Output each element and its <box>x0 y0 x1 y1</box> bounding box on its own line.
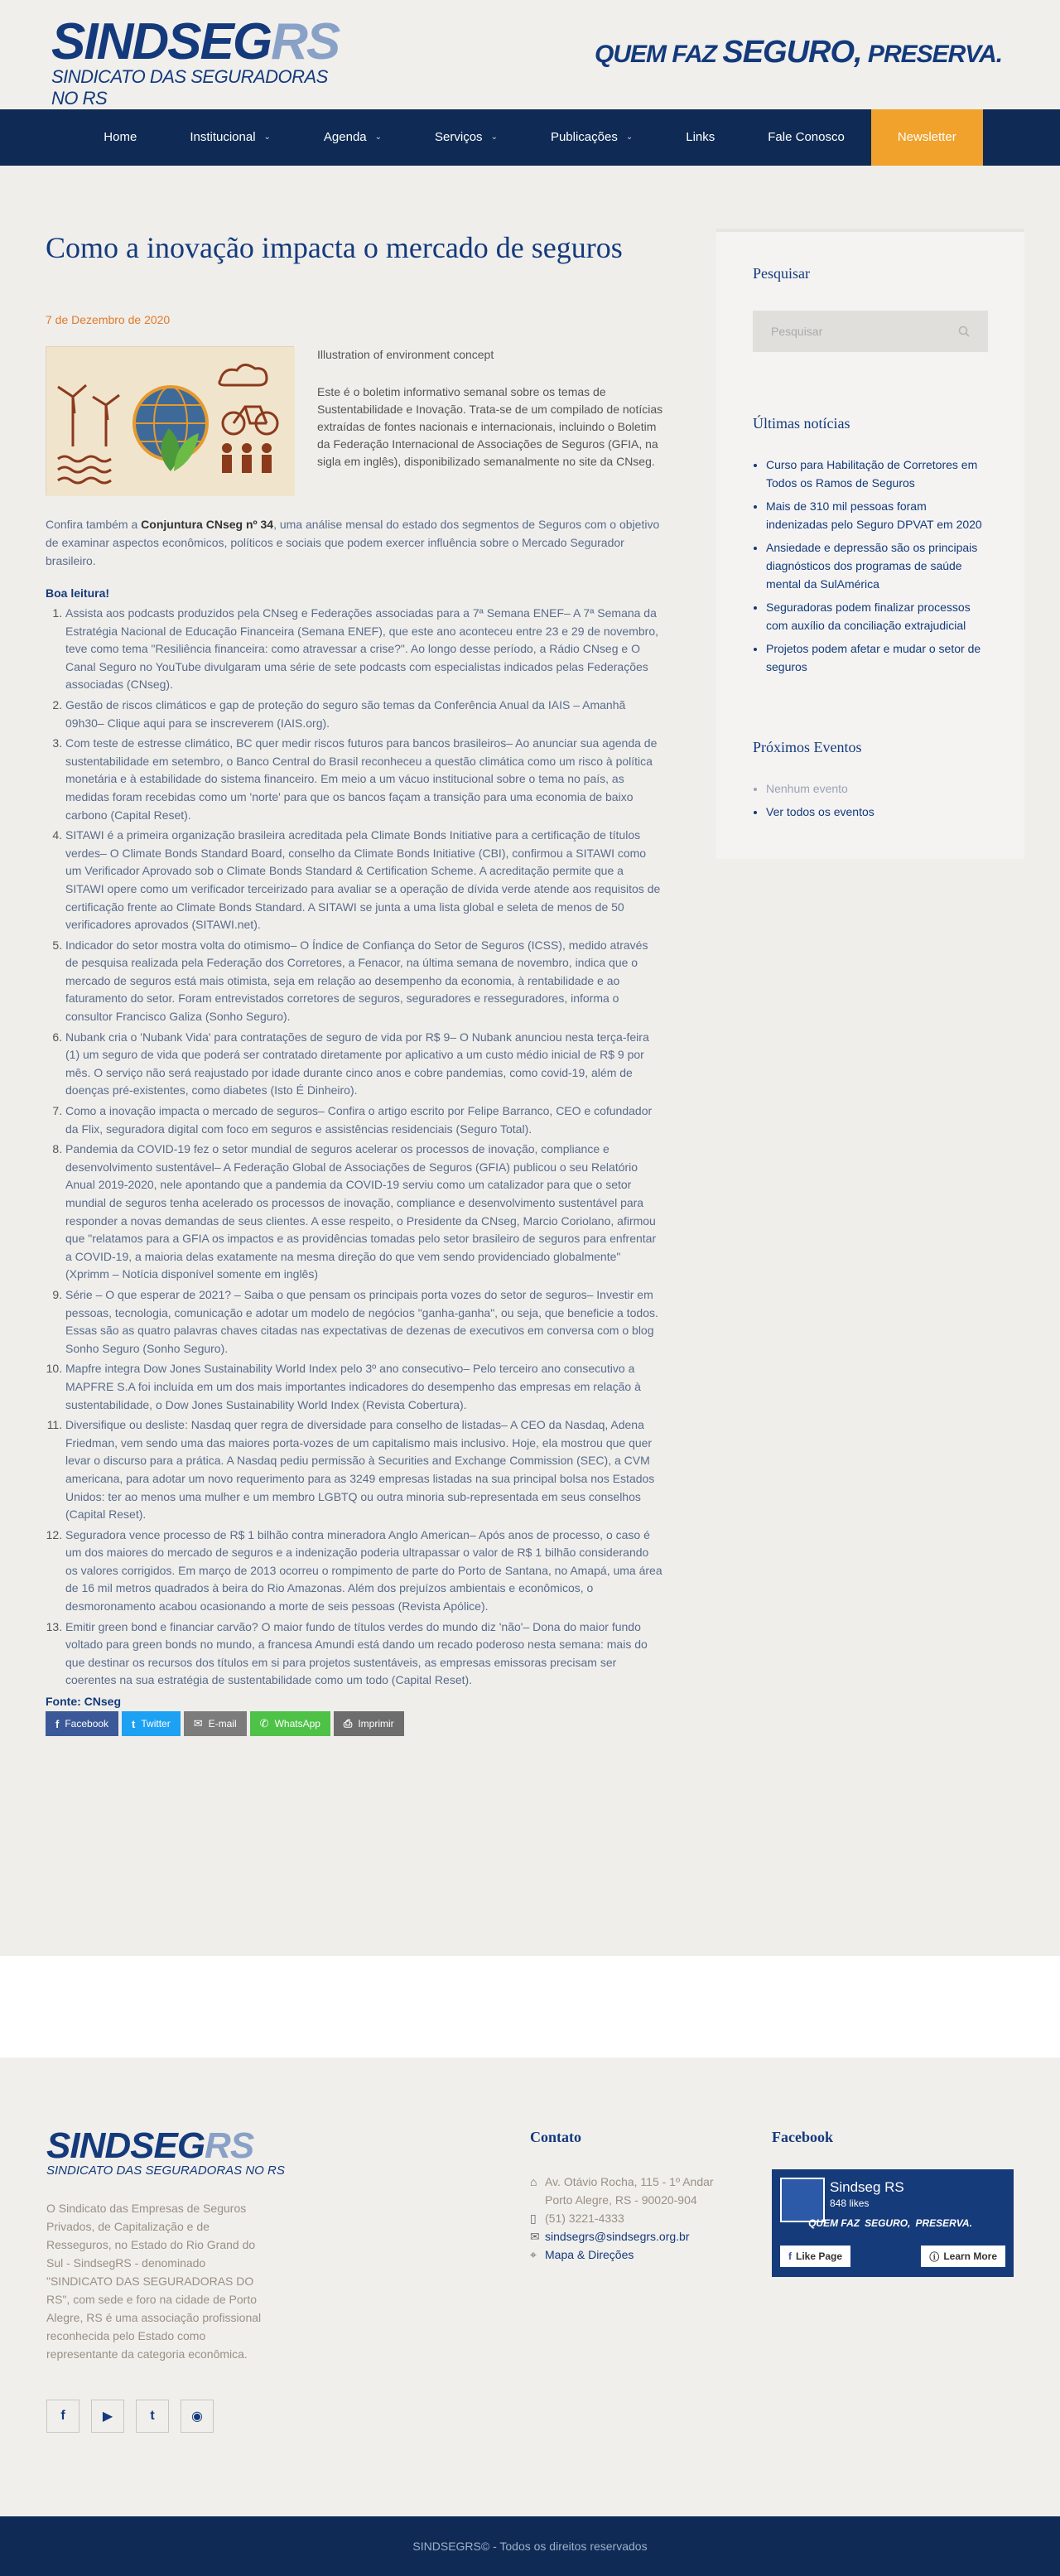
facebook-icon: f <box>55 1717 60 1730</box>
whatsapp-icon: ✆ <box>259 1717 269 1730</box>
chevron-down-icon: ⌄ <box>490 133 498 142</box>
environment-illustration <box>46 347 295 496</box>
copyright-text: SINDSEGRS© - Todos os direitos reservados <box>412 2540 648 2553</box>
confira-paragraph: Confira também a Conjuntura CNseg nº 34, uma análise mensal do estado dos segmentos de Seguros com o objetivo de examinar aspectos econômicos, políticos e sociais que podem exercer influência sobre o Mercado Segurador brasileiro. <box>46 518 660 567</box>
nav-newsletter[interactable]: Newsletter <box>871 109 983 166</box>
twitter-icon: t <box>132 1717 136 1730</box>
facebook-likes: 848 likes <box>830 2197 870 2209</box>
list-item[interactable]: 7. Como a inovação impacta o mercado de seguros– Confira o artigo escrito por Felipe Barranco, CEO e cofundador da Flix, seguradora digital com foco em seguros e assistências residenciais (Seguro Total). <box>65 1102 663 1138</box>
search-icon[interactable] <box>958 326 970 337</box>
nav-publicacoes[interactable]: Publicações ⌄ <box>524 109 659 166</box>
search-widget <box>753 265 988 352</box>
copyright-bar <box>0 2516 1060 2576</box>
main-nav <box>0 109 1060 166</box>
twitter-icon[interactable]: t <box>136 2400 169 2433</box>
recent-news-title: Últimas notícias <box>753 415 850 432</box>
footer-logo[interactable]: SINDSEGRS <box>46 2125 254 2166</box>
about-text: O Sindicato das Empresas de Seguros Privados, de Capitalização e de Resseguros, no Estado do Rio Grand do Sul - SindsegRS - denominado "SINDICATO DAS SEGURADORAS DO RS", com sede e foro na cidade de Porto Alegre, RS é uma associação profissional reconhecida pelo Estado como representante da categoria econômica. <box>46 2202 262 2361</box>
slogan: QUEM FAZ SEGURO, PRESERVA. <box>595 35 1003 70</box>
map-link[interactable]: Mapa & Direções <box>545 2248 634 2261</box>
recent-news-link[interactable]: • Seguradoras podem finalizar processos com auxílio da conciliação extrajudicial <box>766 598 988 634</box>
list-item[interactable]: 11. Diversifique ou desliste: Nasdaq quer regra de diversidade para conselho de listadas– A CEO da Nasdaq, Adena Friedman, vem sendo uma das maiores porta-vozes de um capitalismo mais inclusivo. Hoje, ela mostrou que quer levar o discurso para a prática. A Nasdaq pediu permissão à Securities and Exchange Commission (SEC), a CVM americana, para adotar um novo requerimento para as 3249 empresas listadas na sua principal bolsa nos Estados Unidos: ter ao menos uma mulher e um membro LGBTQ ou outra minoria sub-representada em seus conselhos (Capital Reset). <box>65 1416 663 1524</box>
list-item[interactable]: 10. Mapfre integra Dow Jones Sustainability World Index pelo 3º ano consecutivo– Pelo terceiro ano consecutivo a MAPFRE S.A foi incluída em um dos mais importantes indicadores do desempenho das empresas em relação à sustentabilidade, o Dow Jones Sustainability World Index (Revista Cobertura). <box>65 1360 663 1414</box>
facebook-icon[interactable]: f <box>46 2400 80 2433</box>
nav-home[interactable]: Home <box>104 130 137 144</box>
camera-icon[interactable]: ◉ <box>181 2400 214 2433</box>
lead-text: Boa leitura! <box>46 586 110 600</box>
nav-agenda[interactable]: Agenda ⌄ <box>297 109 408 166</box>
printer-icon: ⎙ <box>343 1717 353 1730</box>
post-date: 7 de Dezembro de 2020 <box>46 313 171 326</box>
article <box>46 229 663 1955</box>
info-icon: ⓘ <box>929 2250 940 2263</box>
list-item[interactable]: 5. Indicador do setor mostra volta do otimismo– O Índice de Confiança do Setor de Seguros (ICSS), medido através de pesquisa realizada pela Federação dos Corretores, a Fenacor, na última semana de novembro, indica que o mercado de seguros está mais otimista, seja em relação ao desempenho da economia, à rentabilidade e ao faturamento do setor. Foram entrevistados corretores de seguros, seguradores e resseguradores, informa o consultor Francisco Galiza (Sonho Seguro). <box>65 937 663 1026</box>
map-pin-icon: ⌖ <box>530 2248 537 2261</box>
nav-links[interactable]: Links <box>686 130 716 144</box>
facebook-icon: f <box>788 2250 792 2262</box>
sidebar <box>716 229 1024 859</box>
intro-paragraph: Este é o boletim informativo semanal sobre os temas de Sustentabilidade e Inovação. Trata-se de um compilado de notícias extraídas de fontes nacionais e internacionais, incluindo o Boletim da Federação Internacional de Associações de Seguros (GFIA, na sigla em inglês), disponibilizado semanalmente no site da CNseg. <box>317 385 663 468</box>
facebook-like-button[interactable]: f Like Page <box>780 2246 850 2267</box>
list-item[interactable]: 2. Gestão de riscos climáticos e gap de proteção do seguro são temas da Conferência Anual da IAIS – Amanhã 09h30– Clique aqui para se inscreverem (IAIS.org). <box>65 697 663 732</box>
recent-news-link[interactable]: • Mais de 310 mil pessoas foram indenizadas pelo Seguro DPVAT em 2020 <box>766 497 988 533</box>
nav-servicos[interactable]: Serviços ⌄ <box>408 109 524 166</box>
list-item[interactable]: 12. Seguradora vence processo de R$ 1 bilhão contra mineradora Anglo American– Após anos de processo, o caso é um dos maiores do mercado de seguros e a indenização poderia ultrapassar o valor de R$ 1 bilhão considerando os valores corrigidos. Em março de 2013 ocorreu o rompimento de parte do Porto de Santana, no Amapá, uma área de 16 mil metros quadrados à beira do Rio Amazonas. Além dos prejuízos ambientais e econômicos, o desmoronamento acabou ocasionando a morte de seis pessoas (Revista Apólice). <box>65 1527 663 1616</box>
post-title: Como a inovação impacta o mercado de seguros <box>46 231 623 264</box>
share-buttons <box>46 1711 663 1736</box>
share-whatsapp-button[interactable]: ✆ WhatsApp <box>250 1711 330 1736</box>
list-item[interactable]: 1. Assista aos podcasts produzidos pela CNseg e Federações associadas para a 7ª Semana ENEF– A 7ª Semana da Estratégia Nacional de Educação Financeira (Semana ENEF), que este ano aconteceu entre 23 e 29 de novembro, teve como tema "Resiliência financeira: como atravessar a crise?". Ao longo desse período, a Rádio CNseg e O Canal Seguro no YouTube divulgaram uma série de sete podcasts com especialistas indicados pelas Federações associadas (CNseg). <box>65 605 663 694</box>
page-content <box>0 166 1060 1955</box>
site-footer <box>0 2057 1060 2516</box>
list-item[interactable]: 8. Pandemia da COVID-19 fez o setor mundial de seguros acelerar os processos de inovação, compliance e desenvolvimento sustentável– A Federação Global de Associações de Seguros (GFIA) publicou o seu Relatório Anual 2019-2020, nele apontando que a pandemia da COVID-19 serviu como um catalizador para que o setor mundial de seguros tenha acelerado os processos de inovação, compliance e desenvolvimento sustentável para responder a novas demandas de seus clientes. A esse respeito, o Presidente da CNseg, Marcio Coriolano, afirmou que "relatamos para a GFIA os impactos e as providências tomadas pelo setor brasileiro de seguros para enfrentar a COVID-19, a maioria delas exatamente na mesma direção do que vem sendo providenciado globalmente" (Xprimm – Notícia disponível somente em inglês) <box>65 1141 663 1284</box>
site-header <box>0 0 1060 109</box>
facebook-learn-more-button[interactable]: ⓘ Learn More <box>921 2246 1005 2267</box>
recent-news-link[interactable]: • Projetos podem afetar e mudar o setor de seguros <box>766 639 988 676</box>
list-item[interactable]: 6. Nubank cria o 'Nubank Vida' para contratações de seguro de vida por R$ 9– O Nubank anunciou nesta terça-feira (1) um seguro de vida que poderá ser contratado diretamente por aplicativo a um custo médio inicial de R$ 9 por mês. O serviço não será reajustado por idade durante cinco anos e cobre pandemias, como covid-19, além de doenças pré-existentes, como diabetes (Isto É Dinheiro). <box>65 1029 663 1100</box>
facebook-page-widget[interactable] <box>772 2169 1014 2277</box>
chevron-down-icon: ⌄ <box>625 133 634 142</box>
list-item[interactable]: 13. Emitir green bond e financiar carvão? O maior fundo de títulos verdes do mundo diz 'não'– Dona do maior fundo voltado para green bonds no mundo, a francesa Amundi está dando um recado poderoso nesta semana: mais do que destinar os recursos dos títulos em si para projetos sustentáveis, as empresas emissoras precisam ser coerentes na sua estratégia de sustentabilidade como um todo (Capital Reset). <box>65 1618 663 1690</box>
news-list <box>46 605 663 1690</box>
footer-contact <box>530 2129 714 2264</box>
address-line-2: Porto Alegre, RS - 90020-904 <box>545 2193 697 2207</box>
post-featured-image <box>46 346 294 495</box>
post-source: Fonte: CNseg <box>46 1695 121 1709</box>
email-icon: ✉ <box>530 2230 540 2243</box>
footer-logo-subtitle: SINDICATO DAS SEGURADORAS NO RS <box>46 2164 285 2178</box>
footer-about <box>46 2125 285 2433</box>
home-icon: ⌂ <box>530 2175 537 2188</box>
conjuntura-link[interactable]: Conjuntura CNseg nº 34 <box>141 518 274 531</box>
share-facebook-button[interactable]: f Facebook <box>46 1711 118 1736</box>
contact-title: Contato <box>530 2129 581 2145</box>
print-button[interactable]: ⎙ Imprimir <box>334 1711 404 1736</box>
list-item[interactable]: 9. Série – O que esperar de 2021? – Saiba o que pensam os principais porta vozes do setor de seguros– Investir em pessoas, tecnologia, comunicação e adotar um modelo de negócios "ganha-ganha", ou seja, que beneficie a todos. Essas são as quatro palavras chaves citadas nas expectativas de dezenas de executivos em conversa com o blog Sonho Seguro (Sonho Seguro). <box>65 1286 663 1358</box>
logo-main: SINDSEG <box>51 13 272 70</box>
logo-subtitle: SINDICATO DAS SEGURADORAS NO RS <box>51 66 328 109</box>
events-widget <box>753 739 988 821</box>
share-twitter-button[interactable]: t Twitter <box>122 1711 181 1736</box>
share-email-button[interactable]: ✉ E-mail <box>184 1711 247 1736</box>
footer-facebook <box>772 2129 1014 2277</box>
chevron-down-icon: ⌄ <box>263 133 271 142</box>
footer-spacer <box>0 1955 1060 2057</box>
youtube-icon[interactable]: ▶ <box>91 2400 124 2433</box>
recent-news-link[interactable]: • Ansiedade e depressão são os principais diagnósticos dos programas de saúde mental da SulAmérica <box>766 538 988 593</box>
phone-icon: ▯ <box>530 2212 537 2225</box>
image-caption: Illustration of environment concept <box>317 348 494 361</box>
search-input[interactable]: Pesquisar <box>753 311 988 352</box>
list-item[interactable]: 3. Com teste de estresse climático, BC quer medir riscos futuros para bancos brasileiros– Ao anunciar sua agenda de sustentabilidade em setembro, o Banco Central do Brasil reconheceu a questão climática como um risco à política monetária e à estabilidade do sistema financeiro. Em meio a um vácuo institucional sobre o tema no país, as medidas foram recebidas como um 'norte' para que os bancos façam a transição para uma economia de baixo carbono (Capital Reset). <box>65 735 663 824</box>
search-widget-title: Pesquisar <box>753 265 810 282</box>
recent-news-link[interactable]: • Curso para Habilitação de Corretores em Todos os Ramos de Seguros <box>766 456 988 492</box>
chevron-down-icon: ⌄ <box>374 133 383 142</box>
facebook-page-name[interactable]: Sindseg RS <box>830 2179 904 2195</box>
site-logo[interactable] <box>51 13 349 109</box>
email-link[interactable]: sindsegrs@sindsegrs.org.br <box>545 2230 690 2243</box>
phone-number: (51) 3221-4333 <box>545 2212 624 2225</box>
logo-rs: RS <box>271 13 340 70</box>
nav-institucional[interactable]: Institucional ⌄ <box>163 109 297 166</box>
social-links <box>46 2400 285 2433</box>
facebook-title: Facebook <box>772 2129 833 2145</box>
list-item[interactable]: 4. SITAWI é a primeira organização brasileira acreditada pela Climate Bonds Initiative para a certificação de títulos verdes– O Climate Bonds Standard Board, conselho da Climate Bonds Initiative (CBI), confirmou a SITAWI como um Verificador Aprovado sob o Climate Bonds Standard & Certification Scheme. A acreditação permite que a SITAWI opere como um verificador terceirizado para avaliar se a operação de dívida verde atende aos requisitos de certificação frente ao Climate Bonds Standard. A SITAWI se junta a uma lista global e seleta de menos de 50 verificadores aprovados (SITAWI.net). <box>65 827 663 934</box>
facebook-cover-slogan: QUEM FAZ SEGURO, PRESERVA. <box>808 2217 972 2229</box>
all-events-link[interactable]: • Ver todos os eventos <box>766 803 988 821</box>
address-line-1: Av. Otávio Rocha, 115 - 1º Andar <box>545 2175 714 2188</box>
no-events-text: • Nenhum evento <box>766 779 988 798</box>
nav-fale-conosco[interactable]: Fale Conosco <box>768 130 845 144</box>
recent-news-widget <box>753 415 988 676</box>
events-title: Próximos Eventos <box>753 739 862 755</box>
email-icon: ✉ <box>193 1717 203 1730</box>
